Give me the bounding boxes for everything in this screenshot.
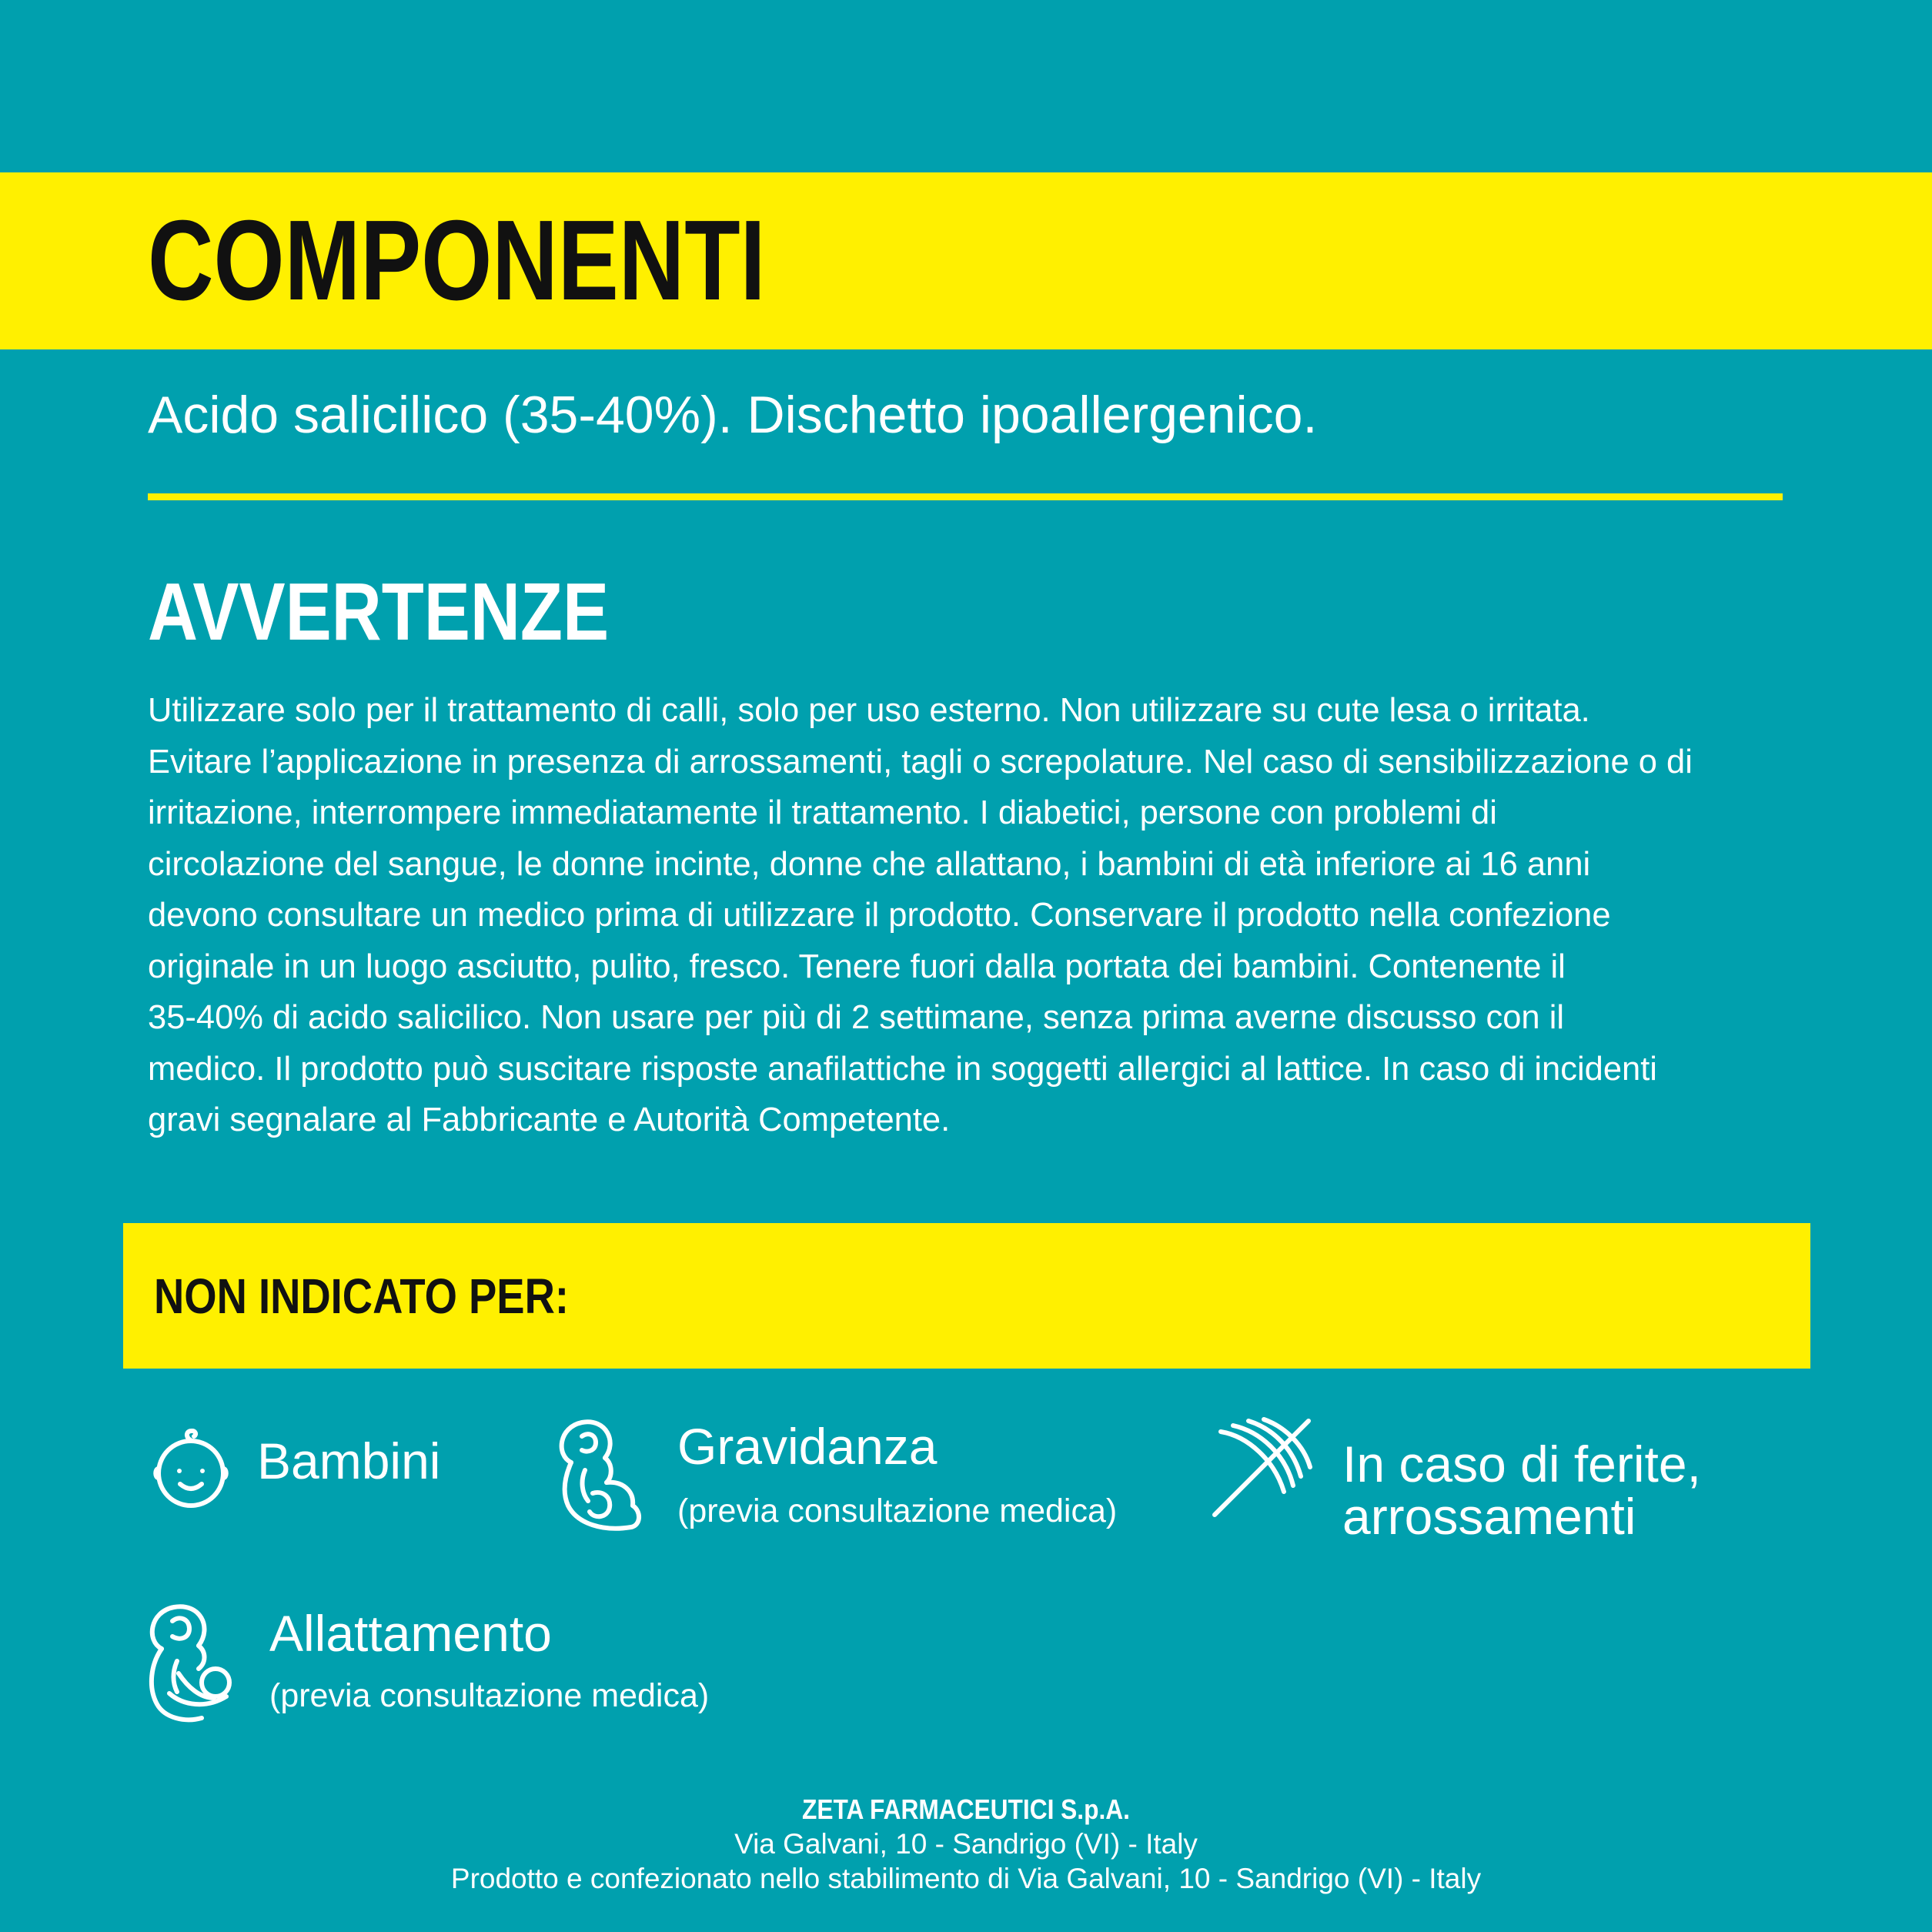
warnings-line: 35-40% di acido salicilico. Non usare per più di 2 settimane, senza prima averne discusso con il [148,999,1565,1036]
warnings-line: circolazione del sangue, le donne incinte, donne che allattano, i bambini di età inferiore ai 16 anni [148,845,1591,883]
baby-face-icon [152,1429,229,1510]
scratch-wound-icon [1210,1415,1315,1519]
warnings-line: Evitare l’applicazione in presenza di arrossamenti, tagli o screpolature. Nel caso di sensibilizzazione o di [148,743,1693,780]
not-indicated-label: Bambini [257,1432,441,1489]
breastfeeding-icon [142,1603,237,1726]
components-text: Acido salicilico (35-40%). Dischetto ipoallergenico. [148,386,1318,444]
pregnancy-icon [548,1416,645,1536]
footer-production-note: Prodotto e confezionato nello stabilimento di Via Galvani, 10 - Sandrigo (VI) - Italy [450,1863,1482,1894]
not-indicated-band [123,1223,1810,1369]
warnings-line: gravi segnalare al Fabbricante e Autorità Competente. [148,1101,951,1138]
not-indicated-label: In caso di ferite, [1342,1436,1701,1492]
components-header-band [0,172,1932,349]
components-title: COMPONENTI [148,197,766,324]
section-divider [148,493,1783,500]
not-indicated-label: arrossamenti [1342,1488,1636,1545]
footer-company [0,1793,1932,1826]
warnings-line: Utilizzare solo per il trattamento di calli, solo per uso esterno. Non utilizzare su cute lesa o irritata. [148,692,1590,729]
not-indicated-sublabel: (previa consultazione medica) [269,1677,710,1714]
footer-company-name: ZETA FARMACEUTICI S.p.A. [802,1793,1130,1825]
warnings-line: medico. Il prodotto può suscitare risposte anafilattiche in soggetti allergici al lattice. In caso di incidenti [148,1050,1657,1088]
warnings-line: irritazione, interrompere immediatamente il trattamento. I diabetici, persone con problemi di [148,794,1497,831]
not-indicated-title: NON INDICATO PER: [154,1268,569,1324]
not-indicated-label: Gravidanza [677,1418,938,1475]
warnings-line: devono consultare un medico prima di utilizzare il prodotto. Conservare il prodotto nella confezione [148,897,1611,934]
not-indicated-sublabel: (previa consultazione medica) [677,1492,1118,1529]
warnings-title: AVVERTENZE [148,567,610,657]
footer-address: Via Galvani, 10 - Sandrigo (VI) - Italy [734,1828,1198,1860]
warnings-body [148,685,1910,1146]
warnings-line: originale in un luogo asciutto, pulito, fresco. Tenere fuori dalla portata dei bambini. Contenente il [148,948,1566,985]
not-indicated-label: Allattamento [269,1605,552,1662]
